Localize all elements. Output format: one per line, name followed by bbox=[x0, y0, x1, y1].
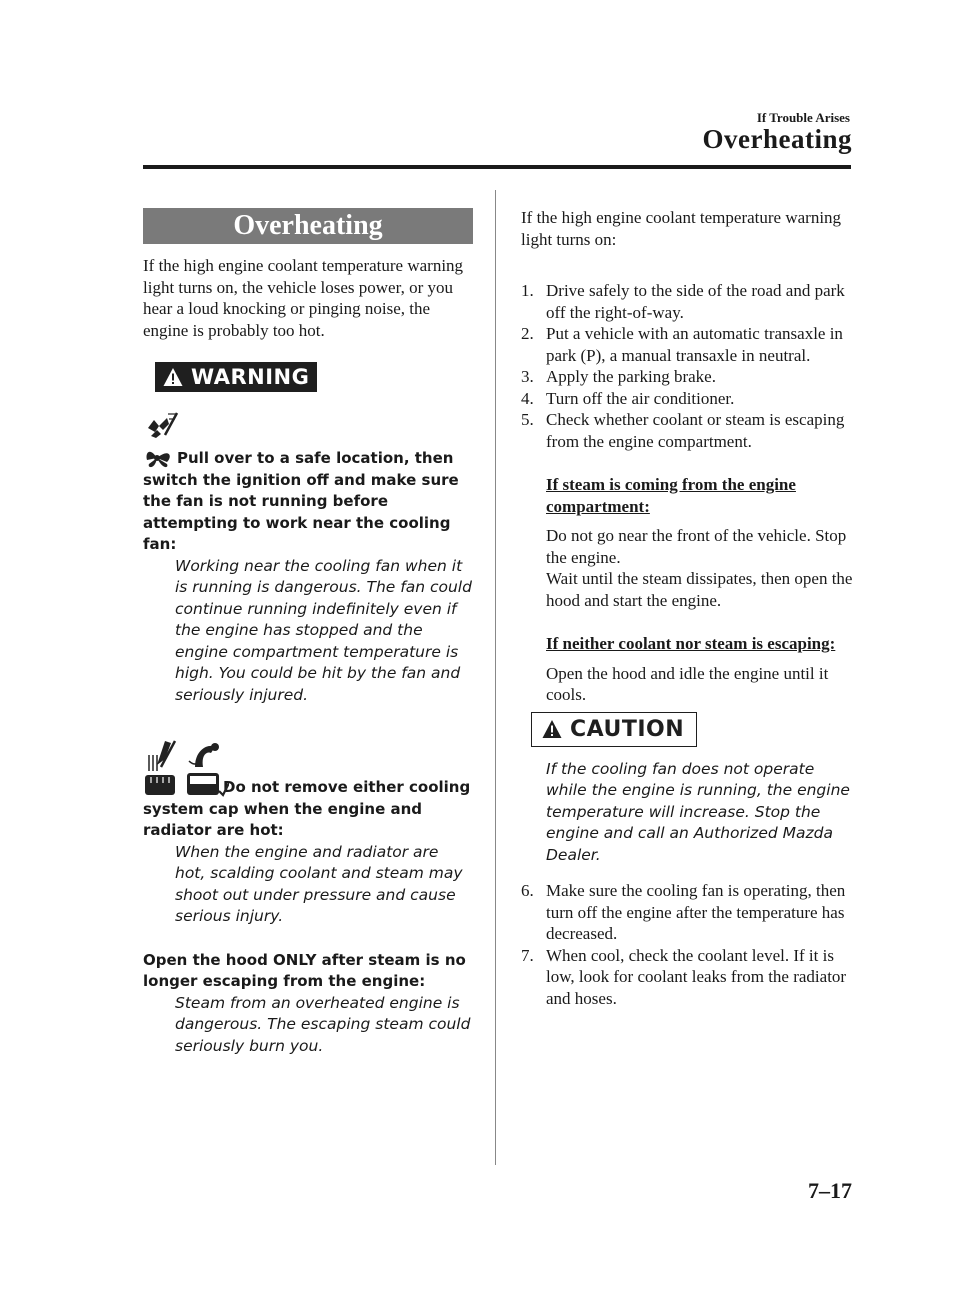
section-label: If Trouble Arises bbox=[756, 110, 850, 125]
caution-body: If the cooling fan does not operate while the engine is running, the engine temperature will increase. Stop the engine and call an Authorized Mazda Dealer. bbox=[546, 759, 850, 864]
nosteam-heading: If neither coolant nor steam is escaping: bbox=[546, 634, 836, 653]
coolant-reservoir-cap-icon bbox=[185, 739, 229, 797]
steam-heading: If steam is coming from the engine compartment: bbox=[546, 475, 796, 516]
step-text: Make sure the cooling fan is operating, then turn off the engine after the temperature has decreased. bbox=[546, 881, 846, 943]
caution-triangle-icon bbox=[542, 719, 562, 739]
fan-blade-icon bbox=[143, 444, 175, 470]
warning-cap-heading: Do not remove either cooling system cap when the engine and radiator are hot: bbox=[143, 778, 471, 839]
nosteam-subsection bbox=[546, 633, 856, 706]
steam-body-1: Do not go near the front of the vehicle. Stop the engine. bbox=[546, 526, 847, 567]
warning-hood-heading: Open the hood ONLY after steam is no longer escaping from the engine: bbox=[143, 950, 466, 990]
nosteam-body: Open the hood and idle the engine until it cools. bbox=[546, 663, 829, 704]
warning-hood-body: Steam from an overheated engine is dangerous. The escaping steam could seriously burn you. bbox=[175, 993, 471, 1055]
warning-label-text: WARNING bbox=[191, 365, 310, 389]
cooling-fan-warning-icon bbox=[145, 410, 179, 440]
step-number: 5. bbox=[521, 410, 534, 429]
list-item bbox=[521, 323, 856, 366]
warning-fan-heading: Pull over to a safe location, then switch the ignition off and make sure the fan is not running before attempting to work near the cooling fan: bbox=[143, 449, 459, 553]
list-item bbox=[521, 366, 856, 388]
warning-label bbox=[155, 362, 317, 392]
list-item bbox=[521, 945, 856, 1010]
step-text: When cool, check the coolant level. If it is low, look for coolant leaks from the radiator and hoses. bbox=[546, 945, 847, 1008]
step-number: 2. bbox=[521, 324, 534, 343]
step-number: 6. bbox=[521, 881, 534, 900]
list-item bbox=[521, 388, 856, 410]
list-item bbox=[521, 280, 856, 323]
step-number: 1. bbox=[521, 281, 534, 300]
intro-paragraph: If the high engine coolant temperature warning light turns on, the vehicle loses power, or you hear a loud knocking or pinging noise, the engine is probably too hot. bbox=[143, 256, 464, 340]
step-text: Put a vehicle with an automatic transaxle in park (P), a manual transaxle in neutral. bbox=[546, 324, 843, 365]
section-banner: Overheating bbox=[143, 208, 473, 244]
right-column bbox=[521, 207, 856, 1009]
cap-icon-group bbox=[143, 739, 473, 799]
left-column bbox=[143, 205, 473, 1057]
list-item bbox=[521, 409, 856, 452]
warning-cap-body: When the engine and radiator are hot, scalding coolant and steam may shoot out under pressure and cause serious injury. bbox=[175, 842, 463, 925]
warning-triangle-icon bbox=[163, 367, 183, 387]
right-intro: If the high engine coolant temperature warning light turns on: bbox=[521, 208, 842, 249]
caution-label-text: CAUTION bbox=[570, 716, 685, 742]
column-divider bbox=[495, 190, 496, 1165]
step-number: 4. bbox=[521, 388, 534, 408]
page-number: 7–17 bbox=[808, 1178, 852, 1203]
header-rule bbox=[143, 165, 851, 169]
step-number: 3. bbox=[521, 367, 534, 386]
step-text: Check whether coolant or steam is escaping from the engine compartment. bbox=[546, 410, 845, 451]
step-text: Drive safely to the side of the road and park off the right-of-way. bbox=[546, 281, 845, 322]
steps-list-b bbox=[521, 880, 856, 1009]
step-text: Turn off the air conditioner. bbox=[546, 388, 735, 408]
page-title: Overheating bbox=[702, 124, 852, 154]
warning-fan-body: Working near the cooling fan when it is running is dangerous. The fan could continue running indefinitely even if the engine has stopped and the engine compartment temperature is high. You could be hit by the fan and seriously injured. bbox=[175, 556, 472, 704]
steam-subsection bbox=[546, 474, 856, 611]
fan-icon-group bbox=[143, 410, 473, 470]
list-item bbox=[521, 880, 856, 945]
step-number: 7. bbox=[521, 945, 534, 965]
caution-label bbox=[531, 712, 697, 747]
step-text: Apply the parking brake. bbox=[546, 367, 716, 386]
steps-list-a bbox=[521, 280, 856, 452]
steam-body-2: Wait until the steam dissipates, then open the hood and start the engine. bbox=[546, 569, 853, 610]
radiator-cap-icon bbox=[143, 739, 179, 797]
